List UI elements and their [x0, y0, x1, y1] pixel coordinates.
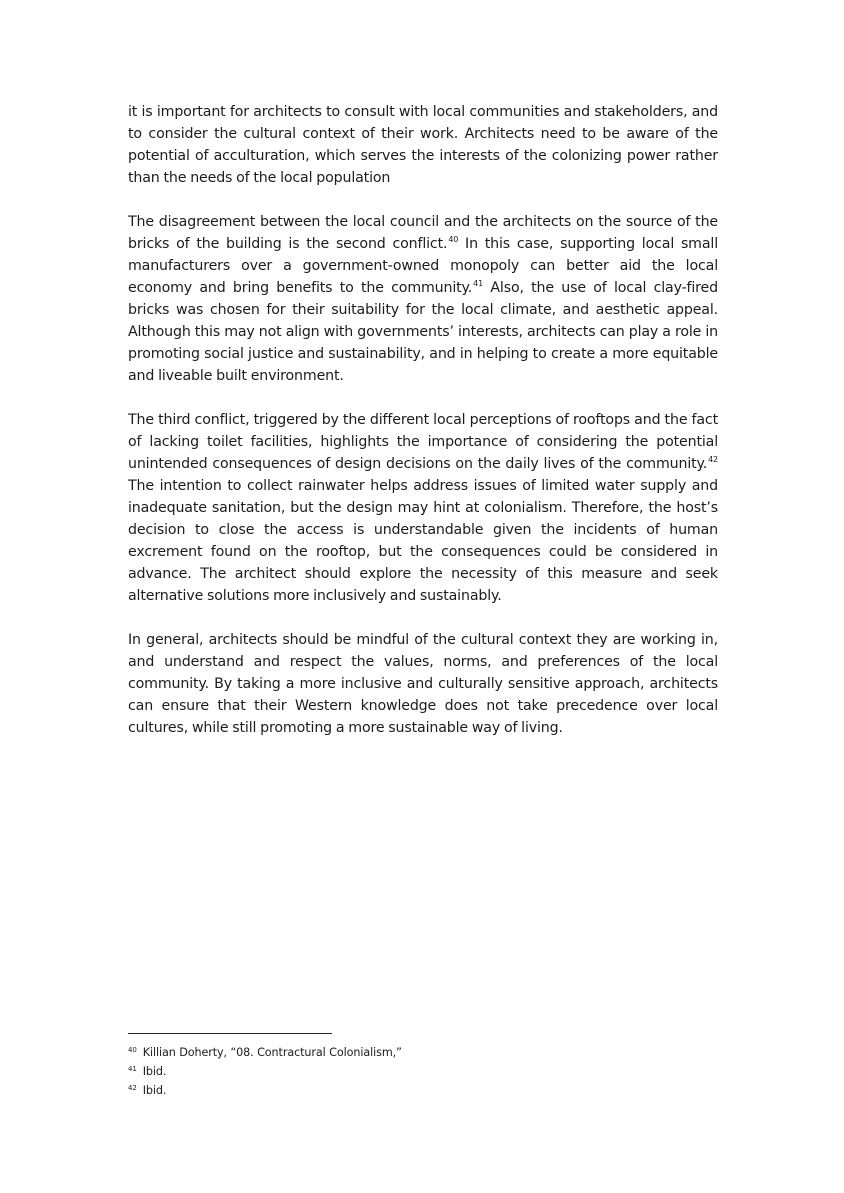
footnote-text: Ibid.: [142, 1065, 167, 1078]
footnotes: [128, 1042, 718, 1099]
paragraph-text: it is important for architects to consult with local communities and stakeholders, and to consider the cultural context of their work. Architects need to be aware of the potential of acculturation, which serves the interests of the colonizing power rather than the needs of the local population: [128, 104, 718, 186]
body-text: [128, 101, 718, 761]
footnote-number: 42: [128, 1084, 137, 1092]
paragraph-text: The third conflict, triggered by the different local perceptions of rooftops and the fact of lacking toilet facilities, highlights the importance of considering the potential unintended consequences of design decisions on the daily lives of the community.: [128, 412, 718, 472]
footnote-number: 40: [128, 1046, 137, 1054]
paragraph: [128, 629, 718, 739]
footnote-ref: 42: [708, 455, 718, 464]
paragraph-text: In this case, supporting local small manufacturers over a government-owned monopoly can better aid the local economy and bring benefits to the community.: [128, 236, 718, 296]
footnote-ref: 40: [448, 235, 459, 244]
footnote: [128, 1061, 718, 1080]
paragraph-text: In general, architects should be mindful of the cultural context they are working in, and understand and respect the values, norms, and preferences of the local community. By taking a more inclusive and culturally sensitive approach, architects can ensure that their Western knowledge does not take precedence over local cultures, while still promoting a more sustainable way of living.: [128, 632, 718, 736]
footnote-ref: 41: [473, 279, 484, 288]
footnote-text: Killian Doherty, “08. Contractural Colonialism,”: [142, 1046, 402, 1059]
paragraph: [128, 409, 718, 607]
paragraph-text: The intention to collect rainwater helps address issues of limited water supply and inadequate sanitation, but the design may hint at colonialism. Therefore, the host’s decision to close the access is understandable given the incidents of human excrement found on the rooftop, but the consequences could be considered in advance. The architect should explore the necessity of this measure and seek alternative solutions more inclusively and sustainably.: [128, 478, 718, 604]
footnote: [128, 1042, 718, 1061]
footnote-text: Ibid.: [142, 1084, 167, 1097]
paragraph: [128, 211, 718, 387]
footnote-number: 41: [128, 1065, 137, 1073]
footnote: [128, 1080, 718, 1099]
paragraph: [128, 101, 718, 189]
paragraph-text: The disagreement between the local council and the architects on the source of the bricks of the building is the second conflict.: [128, 214, 718, 252]
paragraph-text: Also, the use of local clay-fired bricks was chosen for their suitability for the local climate, and aesthetic appeal. Although this may not align with governments’ interests, architects can play a role in promoting social justice and sustainability, and in helping to create a more equitable and liveable built environment.: [128, 280, 718, 384]
footnote-divider: [128, 1033, 332, 1034]
